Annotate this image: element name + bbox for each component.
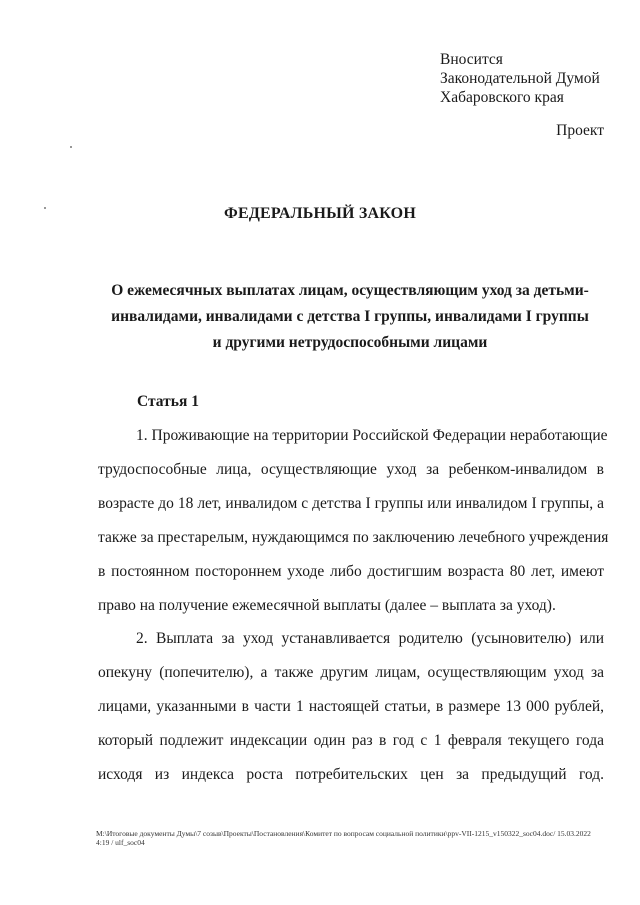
paragraph-line: лицами, указанными в части 1 настоящей статьи, в размере 13 000 рублей,	[98, 698, 604, 715]
paragraph-line: возрасте до 18 лет, инвалидом с детства I группы или инвалидом I группы, а	[98, 495, 604, 512]
scan-speck	[70, 146, 72, 148]
stamp-line-3: Хабаровского края	[440, 89, 564, 106]
law-title-line-1: О ежемесячных выплатах лицам, осуществляющим уход за детьми-	[111, 282, 589, 299]
paragraph-line: который подлежит индексации один раз в год с 1 февраля текущего года	[98, 732, 604, 749]
paragraph-line: исходя из индекса роста потребительских цен за предыдущий год.	[98, 766, 604, 783]
paragraph-line: в постоянном постороннем уходе либо достигшим возраста 80 лет, имеют	[98, 563, 604, 580]
law-title	[100, 278, 600, 356]
footer-path-line-2: 4:19 / ulf_soc04	[96, 838, 145, 847]
footer-file-path	[96, 829, 616, 847]
law-type-heading: ФЕДЕРАЛЬНЫЙ ЗАКОН	[224, 205, 416, 222]
stamp-line-1: Вносится	[440, 51, 503, 68]
article-paragraph-1	[98, 419, 609, 623]
project-mark: Проект	[556, 122, 604, 139]
paragraph-line: 1. Проживающие на территории Российской Федерации неработающие	[136, 427, 608, 444]
law-title-line-3: и другими нетрудоспособными лицами	[212, 334, 488, 351]
article-heading: Статья 1	[137, 393, 199, 410]
footer-path-line-1: М:\Итоговые документы Думы\7 созыв\Проекты\Постановления\Комитет по вопросам социальной политики\ppv-VII-1215_v150322_soc04.doc/ 15.03.2022	[96, 829, 591, 838]
sender-stamp	[440, 50, 600, 107]
article-paragraph-2	[98, 622, 604, 792]
paragraph-line: право на получение ежемесячной выплаты (далее – выплата за уход).	[98, 597, 556, 614]
paragraph-line: также за престарелым, нуждающимся по заключению лечебного учреждения	[98, 529, 609, 546]
paragraph-line: опекуну (попечителю), а также другим лицам, осуществляющим уход за	[98, 664, 604, 681]
paragraph-line: 2. Выплата за уход устанавливается родителю (усыновителю) или	[136, 630, 604, 647]
stamp-line-2: Законодательной Думой	[440, 70, 600, 87]
law-title-line-2: инвалидами, инвалидами с детства I группы, инвалидами I группы	[111, 308, 589, 325]
paragraph-line: трудоспособные лица, осуществляющие уход за ребенком-инвалидом в	[98, 461, 604, 478]
